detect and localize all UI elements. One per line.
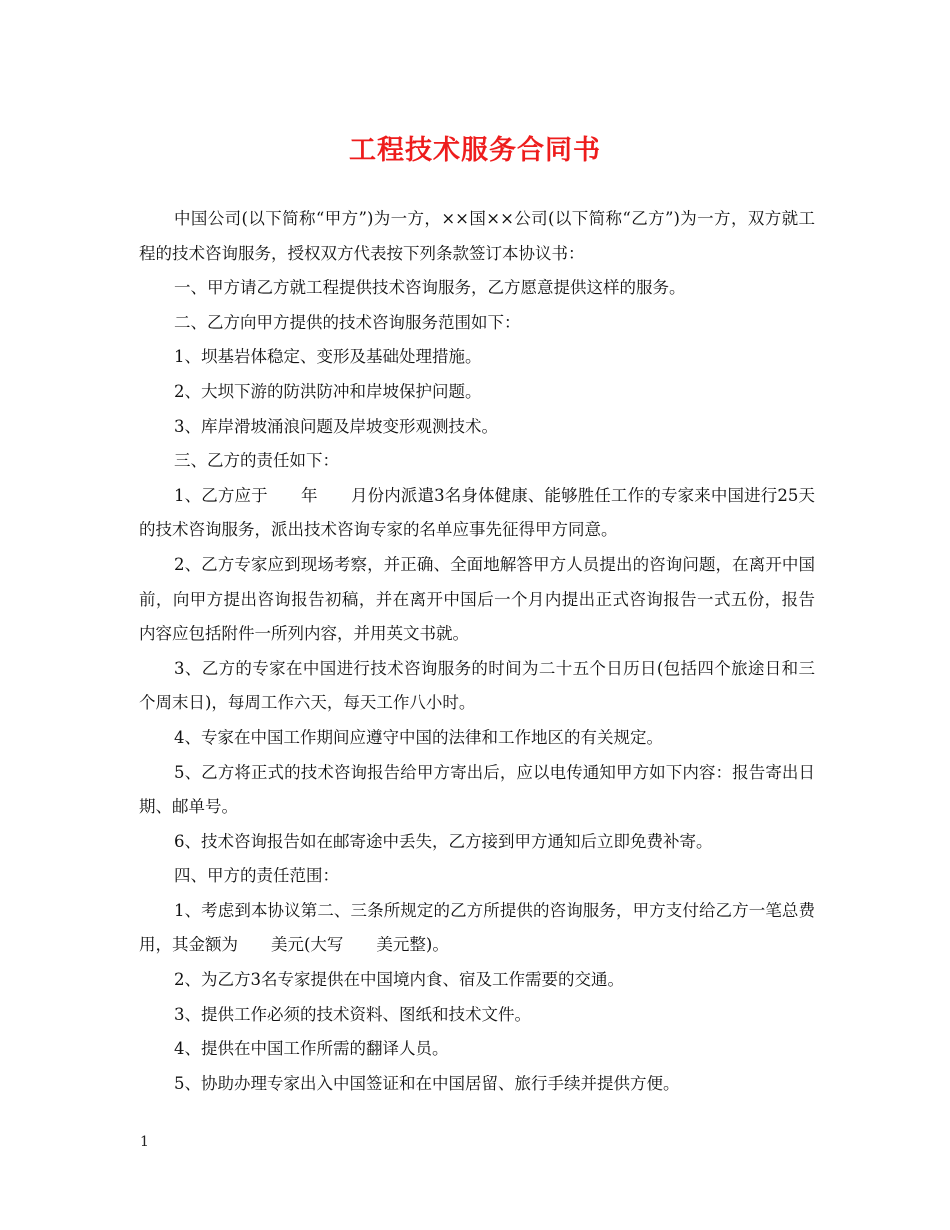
paragraph-item: 2、乙方专家应到现场考察，并正确、全面地解答甲方人员提出的咨询问题，在离开中国前，向甲方提出咨询报告初稿，并在离开中国后一个月内提出正式咨询报告一式五份，报告内容应包括附件一所列内容，并用英文书就。 bbox=[139, 554, 815, 644]
paragraph-clause-1: 一、甲方请乙方就工程提供技术咨询服务，乙方愿意提供这样的服务。 bbox=[174, 278, 686, 298]
paragraph-item: 5、协助办理专家出入中国签证和在中国居留、旅行手续并提供方便。 bbox=[174, 1073, 680, 1093]
page-number: 1 bbox=[140, 1134, 149, 1150]
paragraph-item: 6、技术咨询报告如在邮寄途中丢失，乙方接到甲方通知后立即免费补寄。 bbox=[174, 831, 713, 851]
document-title: 工程技术服务合同书 bbox=[349, 135, 601, 166]
paragraph-item: 1、乙方应于 年 月份内派遣3名身体健康、能够胜任工作的专家来中国进行25天的技术咨询服务，派出技术咨询专家的名单应事先征得甲方同意。 bbox=[139, 485, 815, 540]
paragraph-item: 1、坝基岩体稳定、变形及基础处理措施。 bbox=[174, 347, 482, 367]
paragraph-item: 3、库岸滑坡涌浪问题及岸坡变形观测技术。 bbox=[174, 416, 498, 436]
paragraph-item: 1、考虑到本协议第二、三条所规定的乙方所提供的咨询服务，甲方支付给乙方一笔总费用，其金额为 美元(大写 美元整)。 bbox=[139, 900, 815, 955]
paragraph-item: 3、提供工作必须的技术资料、图纸和技术文件。 bbox=[174, 1004, 531, 1024]
paragraph-intro: 中国公司(以下简称“甲方”)为一方，××国××公司(以下简称“乙方”)为一方，双方就工程的技术咨询服务，授权双方代表按下列条款签订本协议书： bbox=[139, 209, 815, 263]
paragraph-item: 4、专家在中国工作期间应遵守中国的法律和工作地区的有关规定。 bbox=[174, 727, 663, 747]
paragraph-item: 2、为乙方3名专家提供在中国境内食、宿及工作需要的交通。 bbox=[174, 970, 624, 990]
paragraph-item: 2、大坝下游的防洪防冲和岸坡保护问题。 bbox=[174, 381, 482, 401]
paragraph-clause-2-heading: 二、乙方向甲方提供的技术咨询服务范围如下： bbox=[174, 312, 521, 332]
document-body bbox=[139, 202, 815, 1101]
paragraph-clause-4-heading: 四、甲方的责任范围： bbox=[174, 866, 339, 886]
paragraph-item: 4、提供在中国工作所需的翻译人员。 bbox=[174, 1039, 449, 1059]
paragraph-clause-3-heading: 三、乙方的责任如下： bbox=[174, 451, 339, 471]
paragraph-item: 5、乙方将正式的技术咨询报告给甲方寄出后，应以电传通知甲方如下内容：报告寄出日期、邮单号。 bbox=[139, 762, 815, 817]
paragraph-item: 3、乙方的专家在中国进行技术咨询服务的时间为二十五个日历日(包括四个旅途日和三个周末日)，每周工作六天，每天工作八小时。 bbox=[139, 658, 815, 713]
